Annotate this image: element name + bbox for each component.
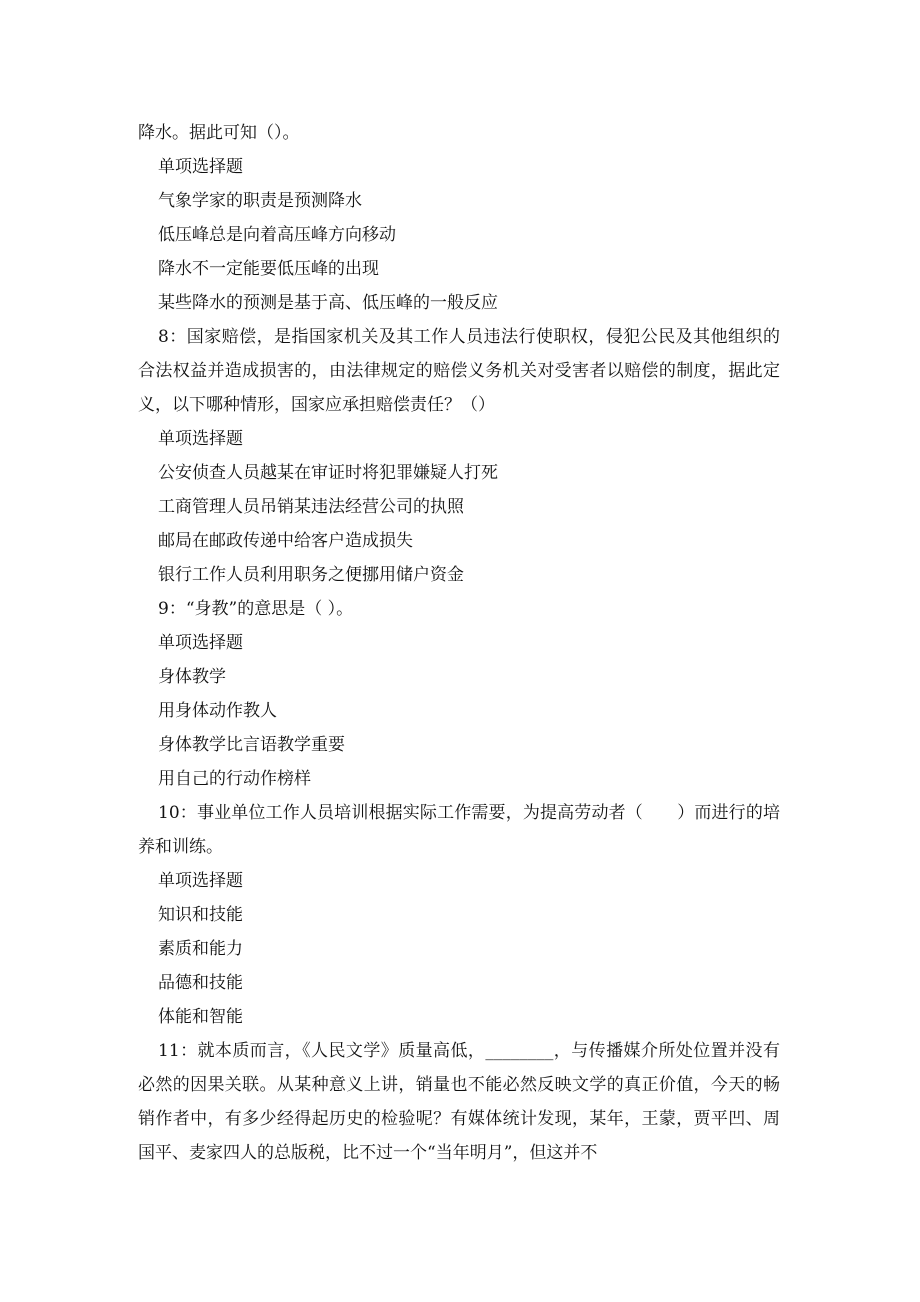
question-9-option-a: 身体教学 — [158, 667, 226, 687]
question-8-option-c: 邮局在邮政传递中给客户造成损失 — [158, 531, 413, 551]
question-10-option-d: 体能和智能 — [158, 1007, 243, 1027]
question-10-type: 单项选择题 — [158, 871, 243, 891]
question-8-type: 单项选择题 — [158, 429, 243, 449]
question-8-option-d: 银行工作人员利用职务之便挪用储户资金 — [158, 565, 464, 585]
question-9-option-d: 用自己的行动作榜样 — [158, 769, 311, 789]
question-9-type: 单项选择题 — [158, 633, 243, 653]
question-10-stem: 10：事业单位工作人员培训根据实际工作需要，为提高劳动者（ ）而进行的培养和训练。 — [138, 803, 780, 857]
question-8-option-a: 公安侦查人员越某在审证时将犯罪嫌疑人打死 — [158, 463, 498, 483]
question-11-stem: 11：就本质而言，《人民文学》质量高低，________，与传播媒介所处位置并没有必然的因果关联。从某种意义上讲，销量也不能必然反映文学的真正价值，今天的畅销作者中，有多少经得起历史的检验呢？有媒体统计发现，某年，王蒙，贾平凹、周国平、麦家四人的总版税，比不过一个“当年明月”，但这并不 — [138, 1041, 780, 1163]
question-7-option-b: 低压峰总是向着高压峰方向移动 — [158, 225, 396, 245]
question-9-stem: 9：“身教”的意思是（ ）。 — [158, 599, 354, 619]
question-7-option-a: 气象学家的职责是预测降水 — [158, 191, 362, 211]
question-7-type: 单项选择题 — [158, 157, 243, 177]
question-10-option-c: 品德和技能 — [158, 973, 243, 993]
question-10-option-a: 知识和技能 — [158, 905, 243, 925]
question-7-stem-tail: 降水。据此可知（）。 — [138, 123, 300, 143]
question-9-option-b: 用身体动作教人 — [158, 701, 277, 721]
question-content — [138, 116, 780, 1170]
question-8-option-b: 工商管理人员吊销某违法经营公司的执照 — [158, 497, 464, 517]
question-7-option-d: 某些降水的预测是基于高、低压峰的一般反应 — [158, 293, 498, 313]
question-8-stem: 8：国家赔偿，是指国家机关及其工作人员违法行使职权，侵犯公民及其他组织的合法权益并造成损害的，由法律规定的赔偿义务机关对受害者以赔偿的制度，据此定义，以下哪种情形，国家应承担赔偿责任？（） — [138, 327, 780, 415]
question-9-option-c: 身体教学比言语教学重要 — [158, 735, 345, 755]
question-7-option-c: 降水不一定能要低压峰的出现 — [158, 259, 379, 279]
question-10-option-b: 素质和能力 — [158, 939, 243, 959]
